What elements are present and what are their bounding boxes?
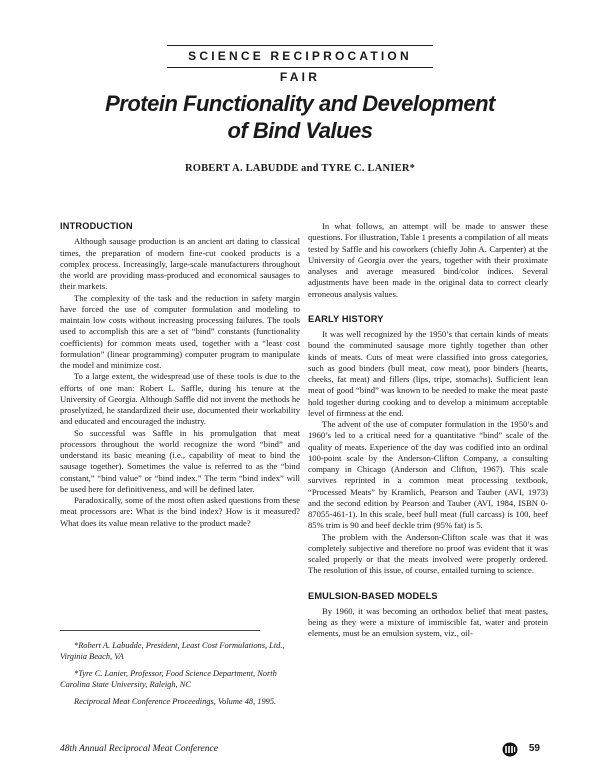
left-column (60, 221, 300, 529)
section-banner: SCIENCE RECIPROCATION FAIR (188, 49, 412, 84)
emulsion-models-heading: EMULSION-BASED MODELS (308, 590, 438, 601)
footnote-labudde: *Robert A. Labudde, President, Least Cost Formulations, Ltd., Virginia Beach, VA (60, 641, 285, 662)
article-title (60, 90, 540, 144)
intro-paragraph-5: Paradoxically, some of the most often asked questions from these meat processors are: What is the bind index? How is it measured? What does its value mean relative to the product made? (60, 495, 300, 528)
introduction-heading: INTRODUCTION (60, 221, 133, 231)
intro-paragraph-2: The complexity of the task and the reduction in safety margin have forced the use of computer formulation and modeling to maintain low costs without increasing processing failures. The tools used to accomplish this are a set of “bind” constants (functionality coefficients) for common meats used, together with a “least cost formulation” (linear programming) computer program to manipulate the model and minimize cost. (60, 292, 300, 370)
conference-name: 48th Annual Reciprocal Meat Conference (60, 744, 218, 754)
title-line-1: Protein Functionality and Development (105, 91, 495, 116)
emulsion-paragraph-1: By 1960, it was becoming an orthodox belief that meat pastes, being as they were a mixture of immiscible fat, water and protein elements, must be an emulsion system, viz., oil- (308, 605, 548, 639)
article-authors: ROBERT A. LABUDDE and TYRE C. LANIER* (184, 163, 416, 174)
banner-bottom-rule (167, 67, 433, 68)
footnote-proceedings: Reciprocal Meat Conference Proceedings, Volume 48, 1995. (74, 696, 277, 706)
intro-paragraph-4: So successful was Saffle in his promulgation that meat processors throughout the world recognize the word “bind” and understand its basic meaning (i.e., capability of meat to bind the sausage together). Sometimes the value is referred to as the “bind constant,” “bind value” or “bind index.” The term “bind index” will be used here for definitiveness, and will be defined later. (60, 427, 300, 494)
page-footer (60, 742, 540, 758)
footnotes (60, 640, 300, 712)
early-history-paragraph-3: The problem with the Anderson-Clifton scale was that it was completely subjective and therefore no proof was evident that it was scaled properly or that the meats involved were properly ordered. The resolution of this issue, of course, entailed turning to science. (308, 531, 548, 576)
footnote-lanier: *Tyre C. Lanier, Professor, Food Science Department, North Carolina State University, Raleigh, NC (60, 668, 277, 690)
footnote-divider (60, 630, 260, 631)
right-column (308, 221, 548, 640)
intro-paragraph-3: To a large extent, the widespread use of these tools is due to the efforts of one man: Robert L. Saffle, during his tenure at the University of Georgia. Although Saffle did not invent the methods he proselytized, he standardized their use, documented their workability and educated and encouraged the industry. (60, 371, 300, 427)
early-history-paragraph-2: The advent of the use of computer formulation in the 1950’s and 1960’s led to a critical need for a quantitative “bind” scale of the quality of meats. Experience of the day was codified into an ordinal 100-point scale by the Anderson-Clifton Company, a consulting company in Chicago (Anderson and Clifton, 1967). This scale survives reprinted in a common meat processing textbook, “Processed Meats” by Kramlich, Pearson and Tauber (AVI, 1973) and the second edition by Pearson and Tauber (AVI, 1984, ISBN 0-87055-461-1). In this scale, beef bull meat (full carcass) is 100, beef 85% trim is 90 and beef deckle trim (95% fat) is 5. (308, 419, 548, 531)
intro-paragraph-1: Although sausage production is an ancient art dating to classical times, the preparation of modern fine-cut cooked products is a complex process. Increasingly, large-scale manufacturers throughout the world are providing mass-produced and economical sausages to their markets. (60, 236, 300, 292)
questions-paragraph: In what follows, an attempt will be made to answer these questions. For illustration, Table 1 presents a compilation of all meats tested by Saffle and his coworkers (chiefly John A. Carpenter) at the University of Georgia over the years, together with their proximate analyses and average measured bind/color indices. Several adjustments have been made in the original data to correct clearly erroneous analysis values. (308, 221, 548, 299)
early-history-heading: EARLY HISTORY (308, 313, 384, 324)
title-line-2: of Bind Values (227, 118, 373, 143)
amsa-logo-icon (502, 742, 518, 757)
page-number: 59 (528, 743, 540, 754)
early-history-paragraph-1: It was well recognized by the 1950’s that certain kinds of meats bound the comminuted sausage more tightly together than other kinds of meats. Cuts of meat were classified into gross categories, such as good binders (bull meat, cow meat), poor binders (hearts, cheeks, fat meat) and fillers (lips, tripe, stomachs). Sufficient lean meat of good “bind” was known to be needed to make the meat paste hold together during cooking and to develop a minimum acceptable level of firmness at the end. (308, 329, 548, 418)
